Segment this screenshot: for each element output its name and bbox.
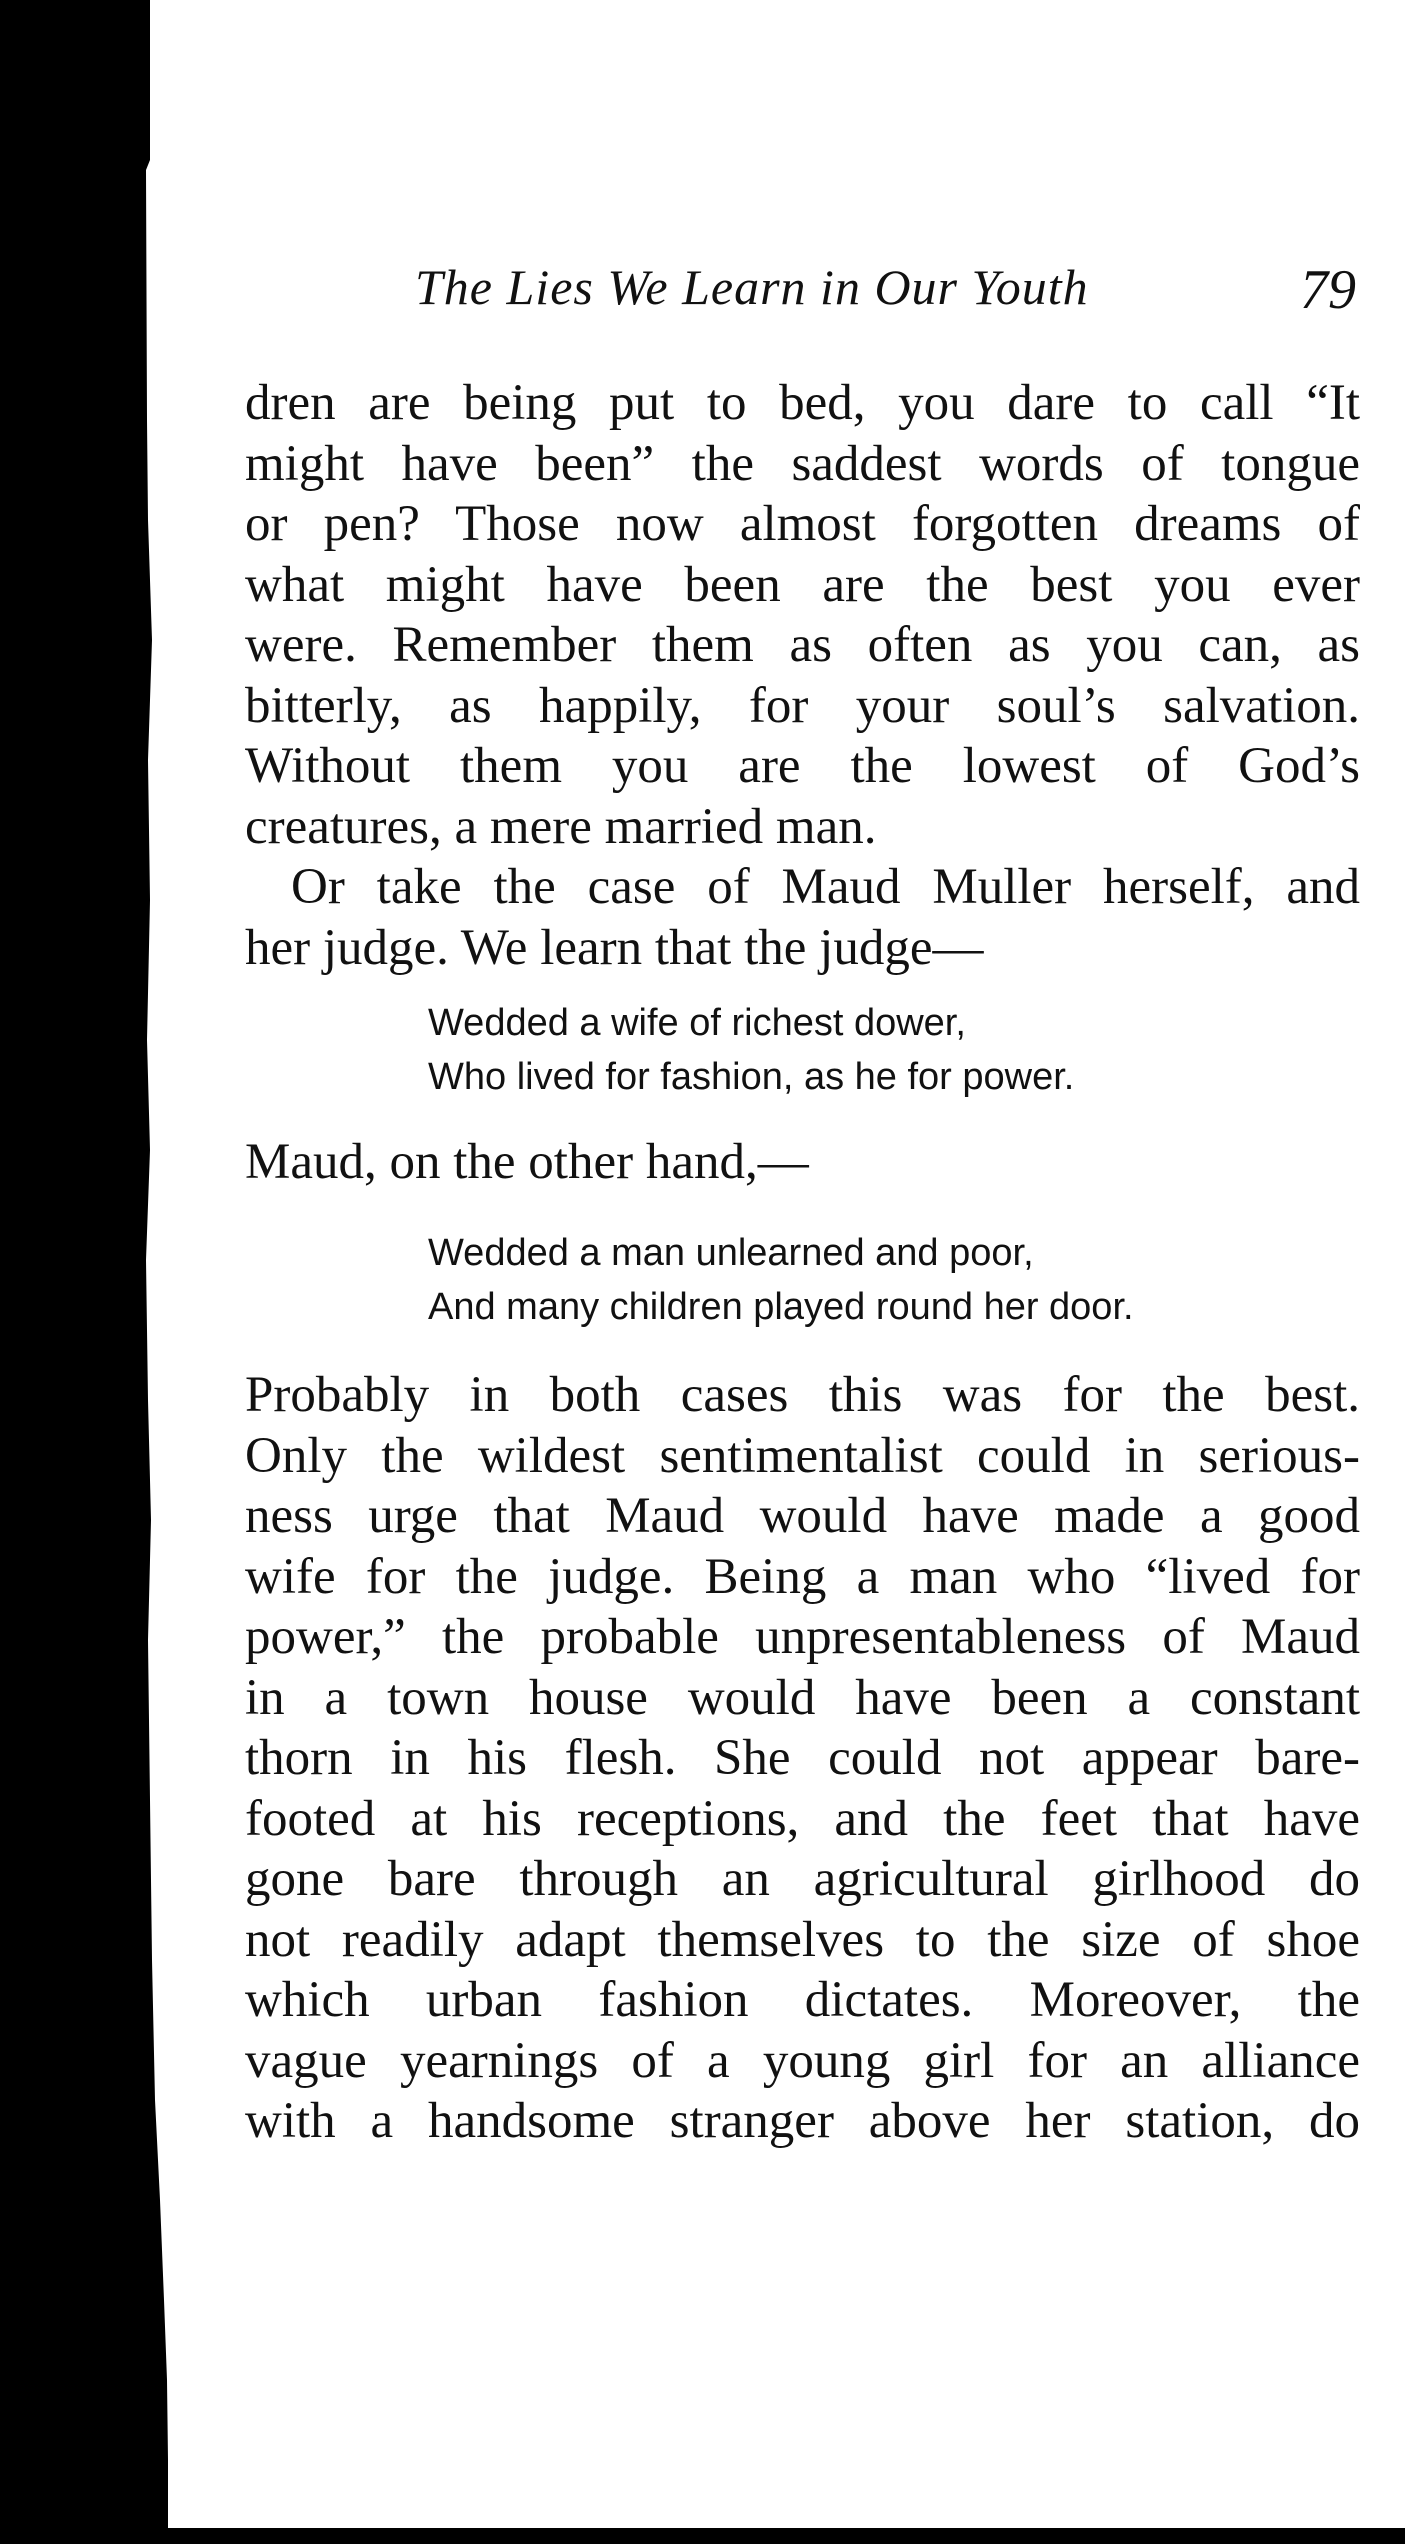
text-line: Without them you are the lowest of God’s: [245, 738, 1360, 794]
text-line: were. Remember them as often as you can, as: [245, 617, 1360, 673]
text-line: with a handsome stranger above her station, do: [245, 2093, 1360, 2149]
text-line: her judge. We learn that the judge—: [245, 919, 984, 976]
text-line: vague yearnings of a young girl for an alliance: [245, 2032, 1360, 2089]
verse-line: Wedded a man unlearned and poor,: [428, 1232, 1034, 1274]
text-line: in a town house would have been a constant: [245, 1669, 1360, 1726]
binding-shadow: [0, 0, 168, 2544]
paragraph-2: [245, 857, 1360, 978]
verse-line: And many children played round her door.: [428, 1286, 1134, 1328]
text-line: power,” the probable unpresentableness of Maud: [245, 1609, 1360, 1665]
text-line: ness urge that Maud would have made a good: [245, 1488, 1360, 1544]
text-line: Or take the case of Maud Muller herself, and: [291, 859, 1360, 915]
text-line: bitterly, as happily, for your soul’s salvation.: [245, 677, 1360, 734]
text-line: wife for the judge. Being a man who “lived for: [245, 1548, 1360, 1605]
verse-line: Wedded a wife of richest dower,: [428, 1002, 966, 1044]
text-line: which urban fashion dictates. Moreover, the: [245, 1972, 1360, 2028]
text-line: might have been” the saddest words of tongue: [245, 435, 1360, 492]
bridge-line: [245, 1132, 1360, 1193]
text-line: what might have been are the best you ever: [245, 556, 1360, 613]
text-line: gone bare through an agricultural girlhood do: [245, 1851, 1360, 1907]
text-line: thorn in his flesh. She could not appear bare-: [245, 1730, 1360, 1786]
text-line: not readily adapt themselves to the size of shoe: [245, 1911, 1360, 1968]
paragraph-1: [245, 373, 1360, 857]
page-number: 79: [1300, 259, 1356, 321]
text-line: Only the wildest sentimentalist could in serious-: [245, 1427, 1360, 1484]
bottom-edge-rule: [150, 2528, 1405, 2544]
text-line: creatures, a mere married man.: [245, 798, 877, 855]
text-line: Maud, on the other hand,—: [245, 1134, 809, 1190]
text-line: dren are being put to bed, you dare to call “It: [245, 375, 1360, 431]
text-line: footed at his receptions, and the feet that have: [245, 1790, 1360, 1847]
running-title: The Lies We Learn in Our Youth: [415, 259, 1089, 315]
verse-quote-1: [428, 996, 1074, 1104]
paragraph-3: [245, 1365, 1360, 2152]
verse-quote-2: [428, 1226, 1134, 1334]
verse-line: Who lived for fashion, as he for power.: [428, 1056, 1075, 1098]
text-line: Probably in both cases this was for the best.: [245, 1367, 1360, 1423]
text-line: or pen? Those now almost forgotten dreams of: [245, 496, 1360, 552]
